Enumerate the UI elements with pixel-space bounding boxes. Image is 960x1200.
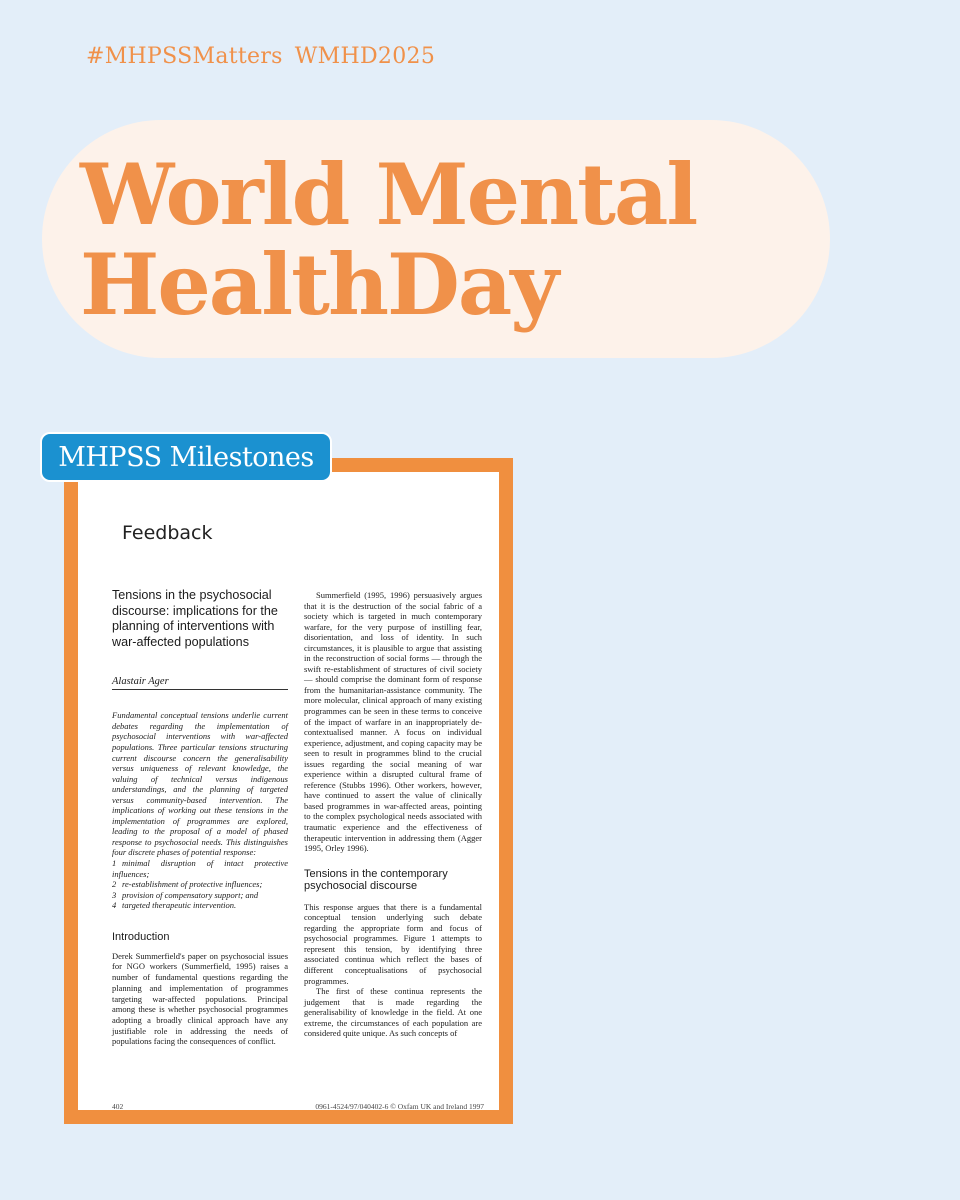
document-section-label: Feedback <box>122 522 213 544</box>
hashtag-wmhd: WMHD2025 <box>294 44 436 69</box>
introduction-heading: Introduction <box>112 930 170 943</box>
body-paragraph-3: The first of these continua represents the judgement that is made regarding the generalisability of knowledge in the field. At one extreme, the circumstances of each population are considered quite unique. As such concepts of <box>304 986 482 1039</box>
body-paragraph-1: Summerfield (1995, 1996) persuasively argues that it is the destruction of the social fabric of a society which is targeted in much contemporary warfare, for the very purpose of instilling fear, disorientation, and loss of identity. In such circumstances, it is plausible to argue that assisting in the reconstruction of social forms — through the swift re-establishment of structures of civil society — should comprise the dominant form of response from the humanitarian-assistance community. The more molecular, clinical approach of many existing programmes can be seen in these terms to conceive of the impact of warfare in an inappropriately de-contextualised manner. A focus on individual experience, adjustment, and coping capacity may be seen to result in programmes blind to the crucial issues regarding the social meaning of war experience within a disrupted cultural frame of reference (Stubbs 1996). Other workers, however, have continued to assert the value of clinically based programmes in war-affected areas, pointing to the complex psychological needs associated with traumatic experience and the effectiveness of therapeutic intervention in addressing them (Agger 1995, Orley 1996). <box>304 590 482 854</box>
abstract-text: Fundamental conceptual tensions underlie current debates regarding the implementation of psychosocial interventions with war-affected populations. Three particular tensions structuring current discourse concern the generalisability versus uniqueness of relevant knowledge, the valuing of technical versus indigenous understandings, and the planning of targeted versus community-based intervention. The implications of working out these tensions in the implementation of programmes are explored, leading to the proposal of a model of phased response to psychosocial needs. This distinguishes four discrete phases of potential response: <box>112 710 288 858</box>
document-left-column <box>112 588 288 1056</box>
article-abstract <box>112 710 288 910</box>
phase-item: 2 re-establishment of protective influences; <box>112 879 263 890</box>
phase-item: 4 targeted therapeutic intervention. <box>112 900 237 911</box>
body-paragraph-2: This response argues that there is a fundamental conceptual tension underlying such debate regarding the appropriate form and focus of psychosocial programmes. Figure 1 attempts to represent this tension, by identifying three associated continua which reflect the bases of different conceptualisations of psychosocial programmes. <box>304 901 482 986</box>
article-title: Tensions in the psychosocial discourse: implications for the planning of interventions with war-affected populations <box>112 588 278 649</box>
page-title <box>80 145 697 334</box>
title-line-2: HealthDay <box>80 235 558 334</box>
document-page <box>78 472 499 1110</box>
hashtag-mhpss: #MHPSSMatters <box>86 44 283 69</box>
document-right-column <box>304 590 482 1039</box>
milestones-badge: MHPSS Milestones <box>40 432 332 482</box>
phase-item: 1 minimal disruption of intact protective influences; <box>112 858 288 879</box>
title-line-1: World Mental <box>80 145 697 244</box>
introduction-text: Derek Summerfield's paper on psychosocial issues for NGO workers (Summerfield, 1995) raises a number of fundamental questions regarding the planning and implementation of programmes targeting war-affected populations. Principal among these is whether psychosocial programmes adopting a broadly clinical approach have any justifiable role in addressing the needs of populations facing the consequences of conflict. <box>112 950 288 1047</box>
document-footer <box>112 1102 484 1110</box>
copyright-line: 0961-4524/97/040402-6 © Oxfam UK and Ireland 1997 <box>315 1102 484 1110</box>
article-author: Alastair Ager <box>112 676 288 690</box>
phase-item: 3 provision of compensatory support; and <box>112 889 259 900</box>
phases-list <box>112 858 288 911</box>
document-frame <box>64 458 513 1124</box>
page-number: 402 <box>112 1102 124 1110</box>
section-heading-tensions: Tensions in the contemporary psychosocial discourse <box>304 867 448 892</box>
hashtags <box>86 44 435 69</box>
